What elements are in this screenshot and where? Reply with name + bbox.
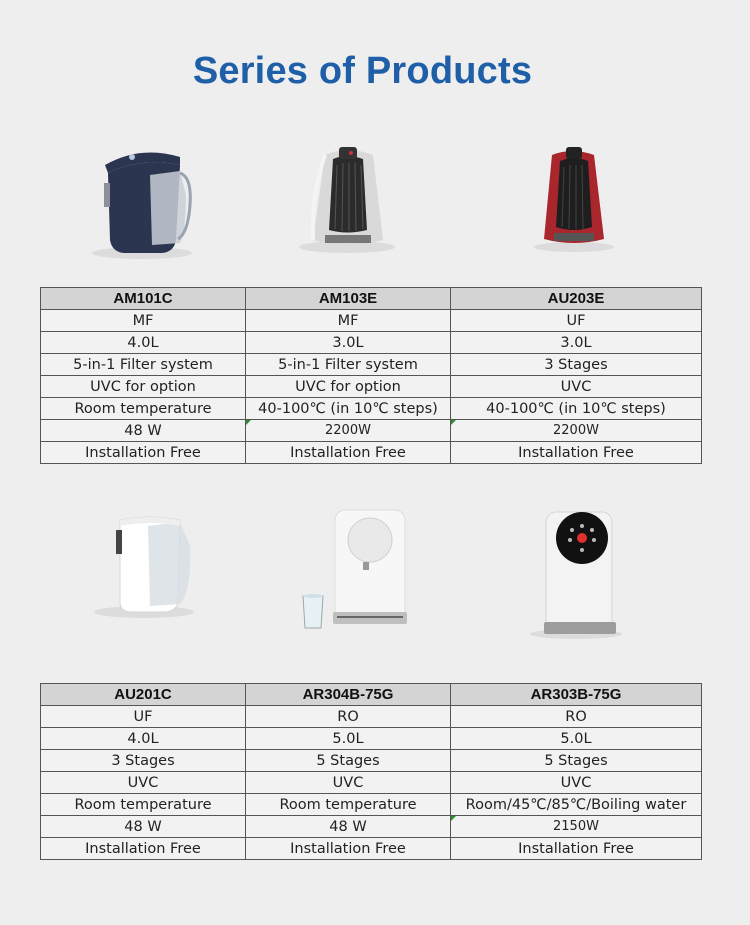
model-header: AR304B-75G — [246, 684, 451, 706]
silver-dispenser-icon — [245, 135, 450, 285]
table-row — [41, 442, 702, 464]
model-header: AM103E — [246, 288, 451, 310]
table-cell: 5-in-1 Filter system — [246, 354, 451, 376]
product-images-row-1 — [40, 135, 700, 285]
table-cell: Installation Free — [451, 838, 702, 860]
table-row — [41, 794, 702, 816]
table-cell: UVC — [41, 772, 246, 794]
am103e-product-image — [245, 135, 450, 285]
table-cell: 40-100℃ (in 10℃ steps) — [246, 398, 451, 420]
table-cell: Room temperature — [41, 398, 246, 420]
table-cell: 5.0L — [246, 728, 451, 750]
table-cell: 48 W — [41, 420, 246, 442]
table-cell: UVC — [451, 376, 702, 398]
table-cell: Room temperature — [246, 794, 451, 816]
table-cell: 2150W — [451, 816, 702, 838]
ar304b-product-image — [245, 500, 450, 650]
am101c-product-image — [40, 135, 245, 285]
white-ro-dispenser-icon — [245, 500, 450, 650]
table-cell: UF — [451, 310, 702, 332]
page-title: Series of Products — [192, 50, 533, 92]
table-cell: 3 Stages — [451, 354, 702, 376]
table-cell: 3.0L — [451, 332, 702, 354]
ar303b-product-image — [450, 500, 655, 650]
table-row — [41, 772, 702, 794]
navy-water-pitcher-icon — [40, 135, 245, 285]
table-cell: 2200W — [246, 420, 451, 442]
black-panel-ro-dispenser-icon — [450, 500, 655, 650]
table-cell: Installation Free — [41, 442, 246, 464]
au201c-product-image — [40, 500, 245, 650]
table-cell: 5 Stages — [246, 750, 451, 772]
table-header-row — [41, 288, 702, 310]
table-cell: 5 Stages — [451, 750, 702, 772]
au203e-product-image — [450, 135, 655, 285]
table-cell: 5-in-1 Filter system — [41, 354, 246, 376]
table-header-row — [41, 684, 702, 706]
table-row — [41, 332, 702, 354]
table-cell: MF — [246, 310, 451, 332]
model-header: AM101C — [41, 288, 246, 310]
model-header: AR303B-75G — [451, 684, 702, 706]
table-row — [41, 728, 702, 750]
table-cell: Installation Free — [246, 442, 451, 464]
table-cell: Room/45℃/85℃/Boiling water — [451, 794, 702, 816]
table-cell: 48 W — [41, 816, 246, 838]
table-cell: UVC for option — [41, 376, 246, 398]
table-cell: Room temperature — [41, 794, 246, 816]
table-cell: 40-100℃ (in 10℃ steps) — [451, 398, 702, 420]
table-cell: 3 Stages — [41, 750, 246, 772]
table-row — [41, 376, 702, 398]
table-cell: UVC — [451, 772, 702, 794]
model-header: AU203E — [451, 288, 702, 310]
spec-table-1 — [40, 287, 702, 464]
table-cell: 4.0L — [41, 728, 246, 750]
table-row — [41, 706, 702, 728]
table-cell: UF — [41, 706, 246, 728]
table-cell: Installation Free — [451, 442, 702, 464]
table-row — [41, 420, 702, 442]
spec-table-2 — [40, 683, 702, 860]
table-cell: 3.0L — [246, 332, 451, 354]
table-cell: RO — [246, 706, 451, 728]
red-dispenser-icon — [450, 135, 655, 285]
white-water-pitcher-icon — [40, 500, 245, 650]
table-cell: Installation Free — [41, 838, 246, 860]
product-images-row-2 — [40, 500, 700, 650]
table-cell: 2200W — [451, 420, 702, 442]
table-cell: UVC — [246, 772, 451, 794]
table-row — [41, 816, 702, 838]
table-row — [41, 398, 702, 420]
table-row — [41, 354, 702, 376]
table-row — [41, 838, 702, 860]
table-cell: 5.0L — [451, 728, 702, 750]
table-cell: MF — [41, 310, 246, 332]
model-header: AU201C — [41, 684, 246, 706]
table-cell: UVC for option — [246, 376, 451, 398]
table-cell: 4.0L — [41, 332, 246, 354]
table-cell: RO — [451, 706, 702, 728]
table-row — [41, 750, 702, 772]
table-cell: Installation Free — [246, 838, 451, 860]
table-cell: 48 W — [246, 816, 451, 838]
table-row — [41, 310, 702, 332]
